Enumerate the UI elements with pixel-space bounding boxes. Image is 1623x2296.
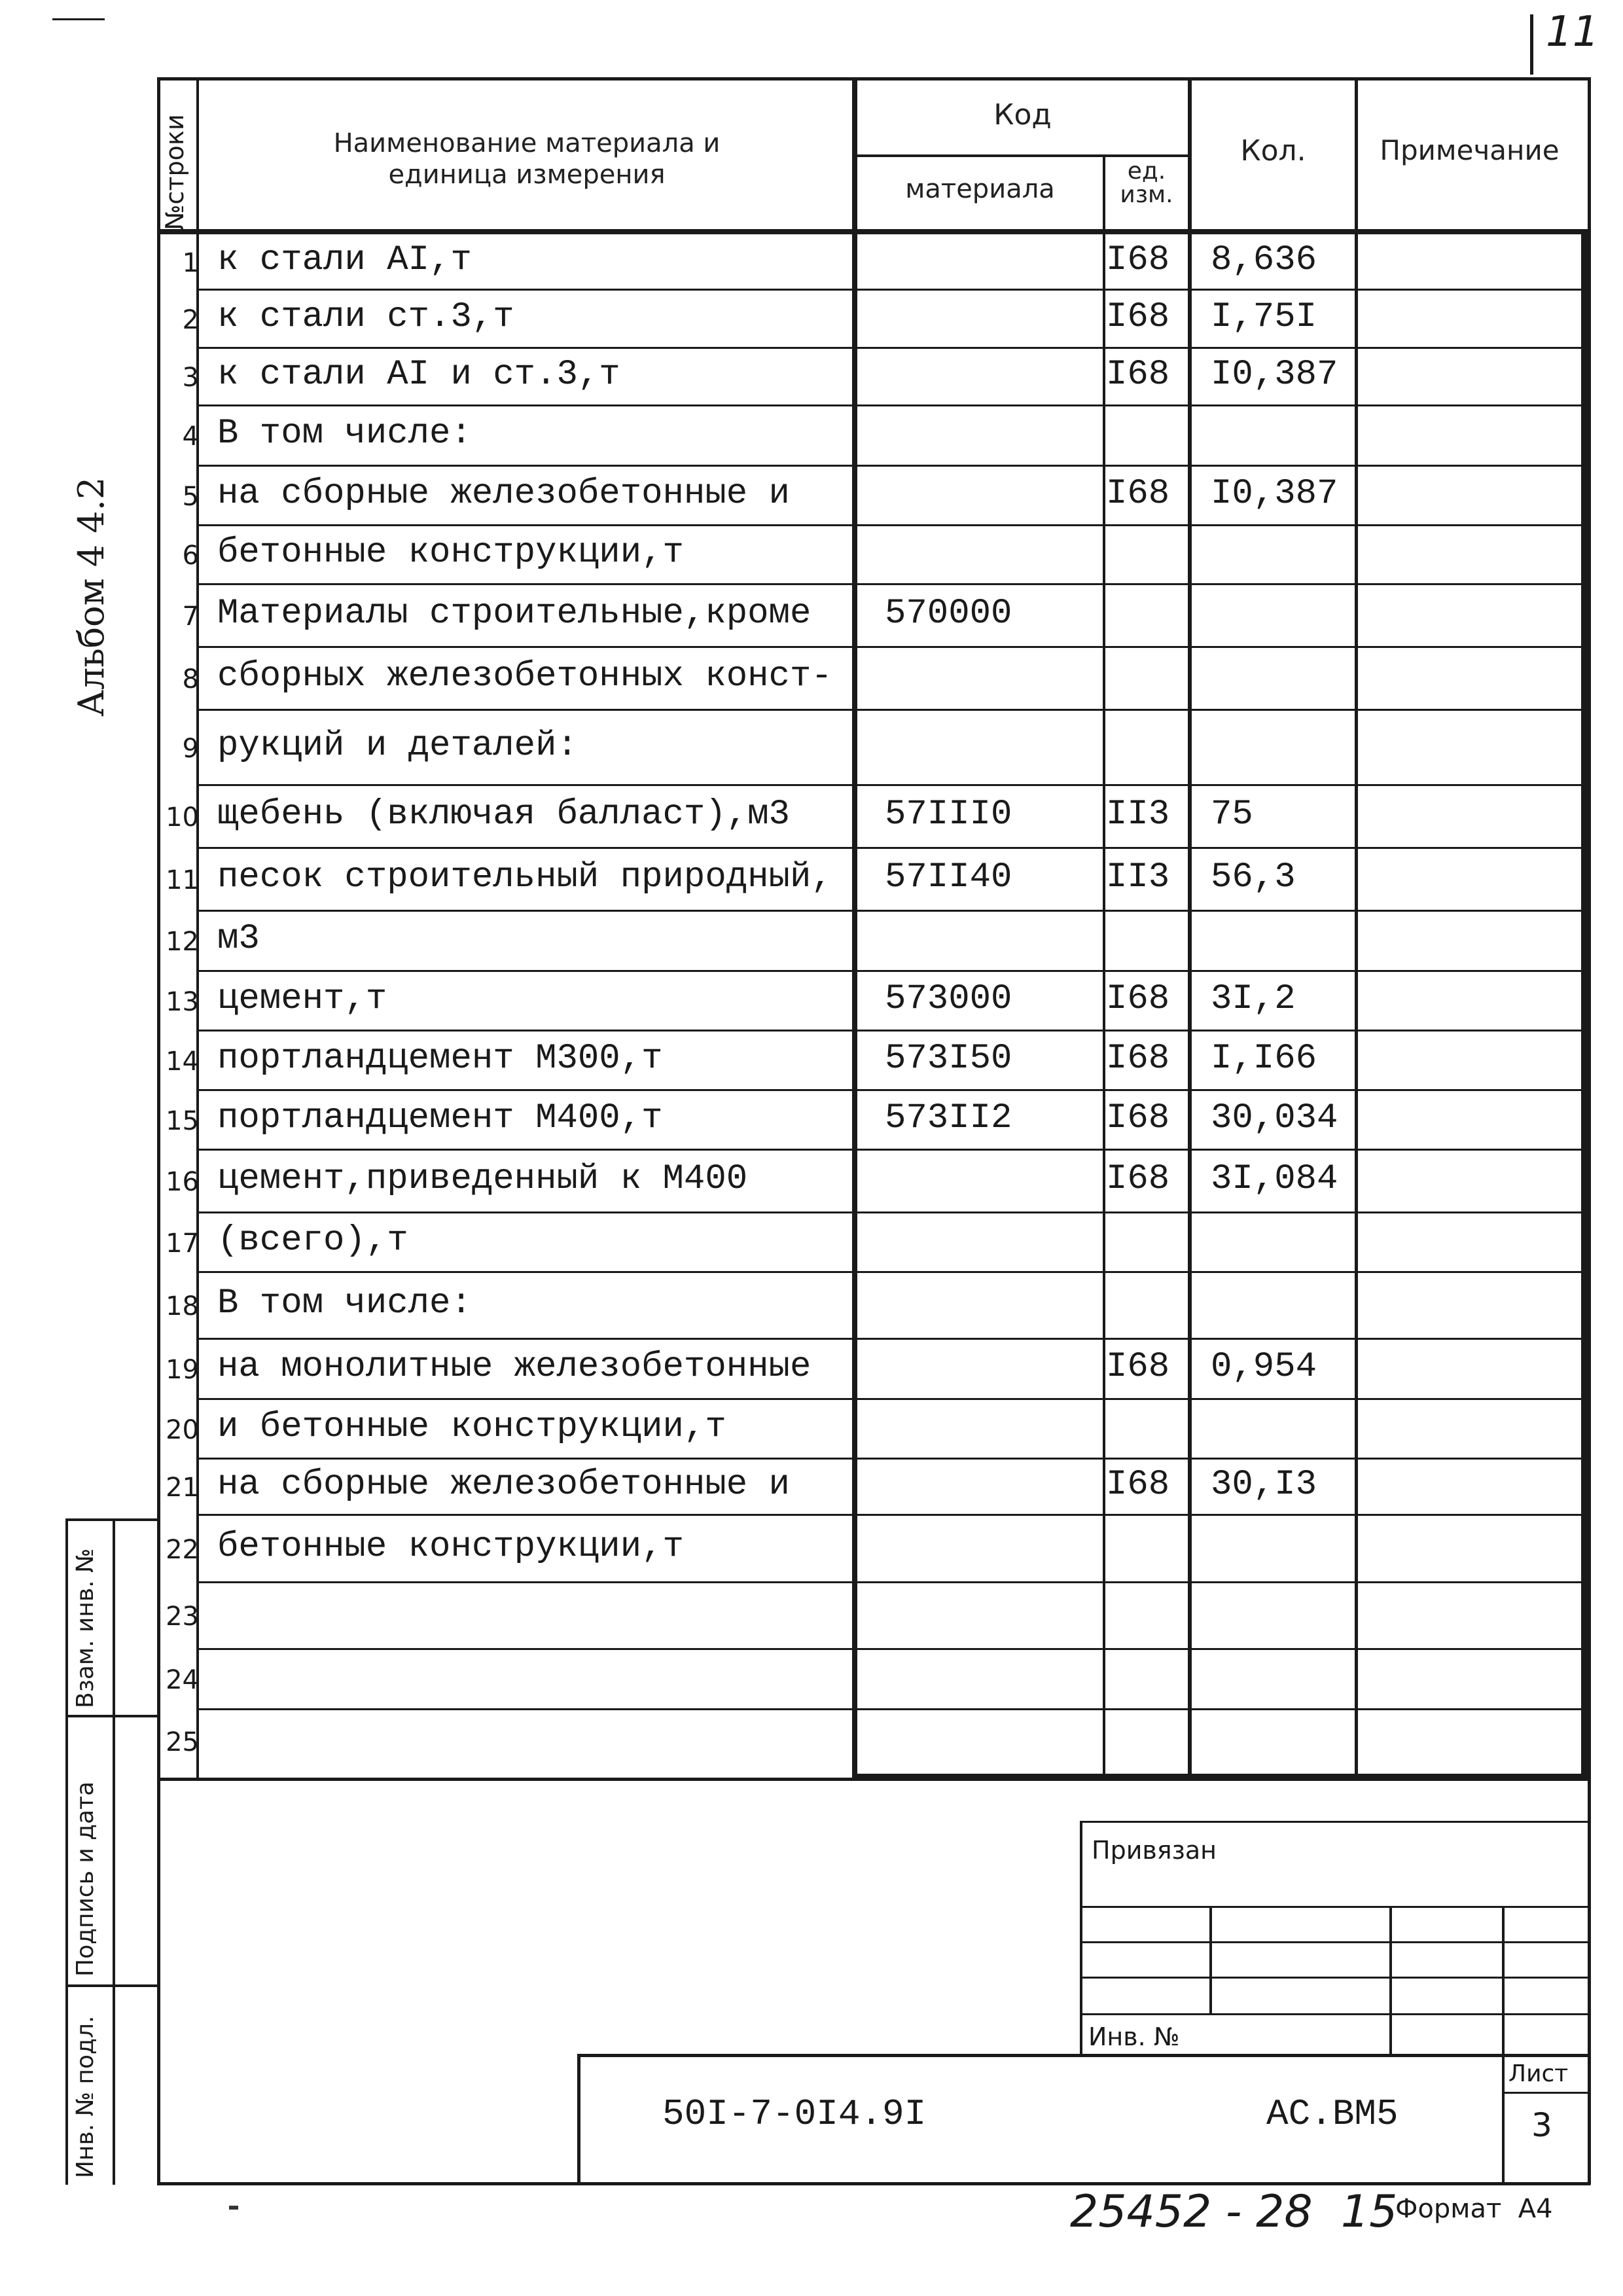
row-separator bbox=[196, 646, 1584, 648]
side-col-left bbox=[65, 1518, 68, 2185]
unit-code: I68 bbox=[1106, 240, 1170, 280]
unit-code: I68 bbox=[1106, 1098, 1170, 1138]
row-separator bbox=[196, 1708, 1584, 1710]
unit-code: I68 bbox=[1106, 1347, 1170, 1387]
material-name: Материалы строительные,кроме bbox=[217, 594, 812, 634]
page-corner-number: 11 bbox=[1546, 8, 1599, 56]
quantity: 75 bbox=[1211, 795, 1253, 834]
row-number: 24 bbox=[166, 1665, 199, 1695]
material-name: на монолитные железобетонные bbox=[217, 1347, 812, 1387]
material-name: цемент,приведенный к М400 bbox=[217, 1159, 748, 1199]
row-separator bbox=[196, 404, 1584, 406]
footer-dot bbox=[229, 2206, 238, 2210]
row-number: 1 bbox=[182, 247, 199, 278]
stamp-main-left bbox=[577, 2054, 580, 2185]
material-name: бетонные конструкции,т bbox=[217, 1526, 684, 1567]
row-separator bbox=[196, 709, 1584, 711]
material-name: и бетонные конструкции,т bbox=[217, 1407, 726, 1447]
unit-code: I68 bbox=[1106, 473, 1170, 514]
col-right-bold bbox=[1581, 229, 1588, 1779]
stamp-sheet-label: Лист bbox=[1508, 2060, 1569, 2087]
stamp-sheet-no: 3 bbox=[1531, 2106, 1552, 2144]
row-separator bbox=[196, 289, 1584, 291]
corner-mark bbox=[1530, 14, 1533, 75]
row-separator bbox=[196, 1514, 1584, 1516]
material-name: к стали АI и ст.3,т bbox=[217, 355, 620, 395]
header-code-unit: ед. изм. bbox=[1120, 158, 1173, 208]
stamp-row-3 bbox=[1080, 1977, 1590, 1979]
frame-right bbox=[1588, 77, 1591, 2185]
top-dash bbox=[52, 18, 105, 20]
side-top bbox=[65, 1518, 160, 1521]
unit-code: I68 bbox=[1106, 978, 1170, 1019]
material-name: В том числе: bbox=[217, 414, 472, 454]
row-separator bbox=[196, 583, 1584, 585]
material-name: песок строительный природный, bbox=[217, 857, 832, 897]
row-number: 7 bbox=[182, 601, 199, 632]
unit-code: I68 bbox=[1106, 1159, 1170, 1199]
row-number: 15 bbox=[166, 1105, 199, 1136]
material-name: сборных железобетонных конст- bbox=[217, 656, 832, 696]
material-name: цемент,т bbox=[217, 978, 387, 1019]
stamp-row-2 bbox=[1080, 1941, 1590, 1943]
row-number: 12 bbox=[166, 927, 199, 957]
side-podpis: Подпись и дата bbox=[72, 1781, 99, 1977]
unit-code: II3 bbox=[1106, 795, 1170, 834]
row-number: 25 bbox=[166, 1727, 199, 1757]
unit-code: I68 bbox=[1106, 1038, 1170, 1079]
row-number: 10 bbox=[166, 802, 199, 833]
footer-format: Формат А4 bbox=[1395, 2194, 1553, 2224]
material-name: щебень (включая балласт),м3 bbox=[217, 795, 790, 834]
body-divider bbox=[157, 1779, 1590, 1781]
album-label: Альбом 4 4.2 bbox=[71, 476, 112, 717]
row-number: 19 bbox=[166, 1355, 199, 1385]
row-separator bbox=[196, 1458, 1584, 1460]
unit-code: I68 bbox=[1106, 1465, 1170, 1505]
row-number: 22 bbox=[166, 1534, 199, 1565]
row-separator bbox=[196, 970, 1584, 972]
row-separator bbox=[196, 784, 1584, 786]
row-separator bbox=[196, 347, 1584, 349]
header-code: Код bbox=[993, 98, 1052, 132]
side-div-1 bbox=[65, 1715, 160, 1717]
row-separator bbox=[196, 524, 1584, 526]
quantity: I,I66 bbox=[1211, 1038, 1317, 1079]
row-number: 23 bbox=[166, 1602, 199, 1632]
material-code: 573II2 bbox=[885, 1098, 1012, 1138]
stamp-sheet-div bbox=[1502, 2092, 1590, 2094]
row-separator bbox=[196, 465, 1584, 467]
material-name: на сборные железобетонные и bbox=[217, 1465, 790, 1505]
header-bottom bbox=[157, 229, 1590, 234]
code-subheader-line bbox=[852, 154, 1191, 157]
material-name: к стали ст.3,т bbox=[217, 296, 514, 337]
quantity: 8,636 bbox=[1211, 240, 1317, 280]
frame-top bbox=[157, 77, 1590, 81]
row-separator bbox=[196, 1271, 1584, 1273]
row-number: 13 bbox=[166, 986, 199, 1017]
quantity: I,75I bbox=[1211, 296, 1317, 337]
material-name: портландцемент М400,т bbox=[217, 1098, 663, 1138]
footer-handwritten-number: 25452 - 28 15 bbox=[1070, 2186, 1398, 2238]
row-separator bbox=[196, 910, 1584, 912]
stamp-row-4 bbox=[1080, 2013, 1590, 2015]
material-name: к стали АI,т bbox=[217, 240, 472, 280]
unit-code: I68 bbox=[1106, 355, 1170, 395]
col-unit-sep bbox=[1188, 77, 1192, 1779]
stamp-top bbox=[1080, 1821, 1590, 1823]
header-note: Примечание bbox=[1380, 134, 1560, 166]
stamp-doc-mark: АС.ВМ5 bbox=[1266, 2093, 1399, 2135]
stamp-col-1 bbox=[1209, 1906, 1212, 2015]
header-qty: Кол. bbox=[1240, 134, 1306, 168]
quantity: 56,3 bbox=[1211, 857, 1296, 897]
row-separator bbox=[196, 1581, 1584, 1583]
row-separator bbox=[196, 1030, 1584, 1031]
header-row-no: №строки bbox=[160, 114, 189, 230]
quantity: 30,I3 bbox=[1211, 1465, 1317, 1505]
row-number: 20 bbox=[166, 1414, 199, 1445]
row-number: 9 bbox=[182, 733, 199, 764]
material-name: рукций и деталей: bbox=[217, 725, 578, 766]
material-code: 570000 bbox=[885, 594, 1012, 634]
material-name: м3 bbox=[217, 919, 260, 959]
stamp-col-2 bbox=[1389, 1906, 1392, 2054]
quantity: 3I,084 bbox=[1211, 1159, 1338, 1199]
header-code-material: материала bbox=[905, 174, 1055, 204]
quantity: I0,387 bbox=[1211, 355, 1338, 395]
row-number: 8 bbox=[182, 664, 199, 694]
col-qty-sep bbox=[1355, 77, 1358, 1779]
row-number: 4 bbox=[182, 422, 199, 452]
stamp-privyazan: Привязан bbox=[1092, 1836, 1217, 1865]
material-name: бетонные конструкции,т bbox=[217, 533, 684, 573]
unit-code: II3 bbox=[1106, 857, 1170, 897]
row-number: 14 bbox=[166, 1046, 199, 1077]
side-inv-podl: Инв. № подл. bbox=[72, 2015, 99, 2178]
quantity: 30,034 bbox=[1211, 1098, 1338, 1138]
row-number: 16 bbox=[166, 1167, 199, 1197]
stamp-main-top bbox=[577, 2054, 1590, 2057]
stamp-col-3 bbox=[1502, 1906, 1505, 2185]
material-code: 57III0 bbox=[885, 795, 1012, 834]
frame-bottom bbox=[157, 2182, 1590, 2185]
row-number: 17 bbox=[166, 1228, 199, 1259]
row-number: 5 bbox=[182, 481, 199, 512]
material-name: портландцемент М300,т bbox=[217, 1038, 663, 1079]
row-number: 2 bbox=[182, 304, 199, 335]
row-separator bbox=[196, 1149, 1584, 1151]
header-name: Наименование материала и единица измерения bbox=[333, 128, 721, 190]
unit-code: I68 bbox=[1106, 296, 1170, 337]
row-separator bbox=[196, 847, 1584, 849]
row-separator bbox=[196, 1089, 1584, 1091]
col-code-sep bbox=[1103, 156, 1105, 1779]
side-col-mid bbox=[113, 1518, 115, 2185]
material-name: на сборные железобетонные и bbox=[217, 473, 790, 514]
quantity: 3I,2 bbox=[1211, 978, 1296, 1019]
material-code: 57II40 bbox=[885, 857, 1012, 897]
material-name: В том числе: bbox=[217, 1283, 472, 1323]
quantity: 0,954 bbox=[1211, 1347, 1317, 1387]
row-number: 6 bbox=[182, 541, 199, 571]
side-div-2 bbox=[65, 1984, 160, 1987]
stamp-doc-code: 50I-7-0I4.9I bbox=[662, 2093, 927, 2135]
row-separator bbox=[196, 1338, 1584, 1340]
row-number: 3 bbox=[182, 363, 199, 393]
row-number: 11 bbox=[166, 865, 199, 895]
row-number: 21 bbox=[166, 1473, 199, 1503]
row-number: 18 bbox=[166, 1291, 199, 1321]
stamp-left bbox=[1080, 1821, 1082, 2054]
stamp-row-1 bbox=[1080, 1906, 1590, 1908]
material-name: (всего),т bbox=[217, 1220, 408, 1261]
material-code: 573I50 bbox=[885, 1038, 1012, 1079]
quantity: I0,387 bbox=[1211, 473, 1338, 514]
side-vzam: Взам. инв. № bbox=[72, 1548, 99, 1708]
row-separator bbox=[196, 1648, 1584, 1650]
col-name-sep bbox=[852, 77, 857, 1779]
material-code: 573000 bbox=[885, 978, 1012, 1019]
stamp-inv-no: Инв. № bbox=[1088, 2022, 1180, 2051]
row-separator bbox=[196, 1211, 1584, 1213]
row-separator bbox=[196, 1398, 1584, 1400]
